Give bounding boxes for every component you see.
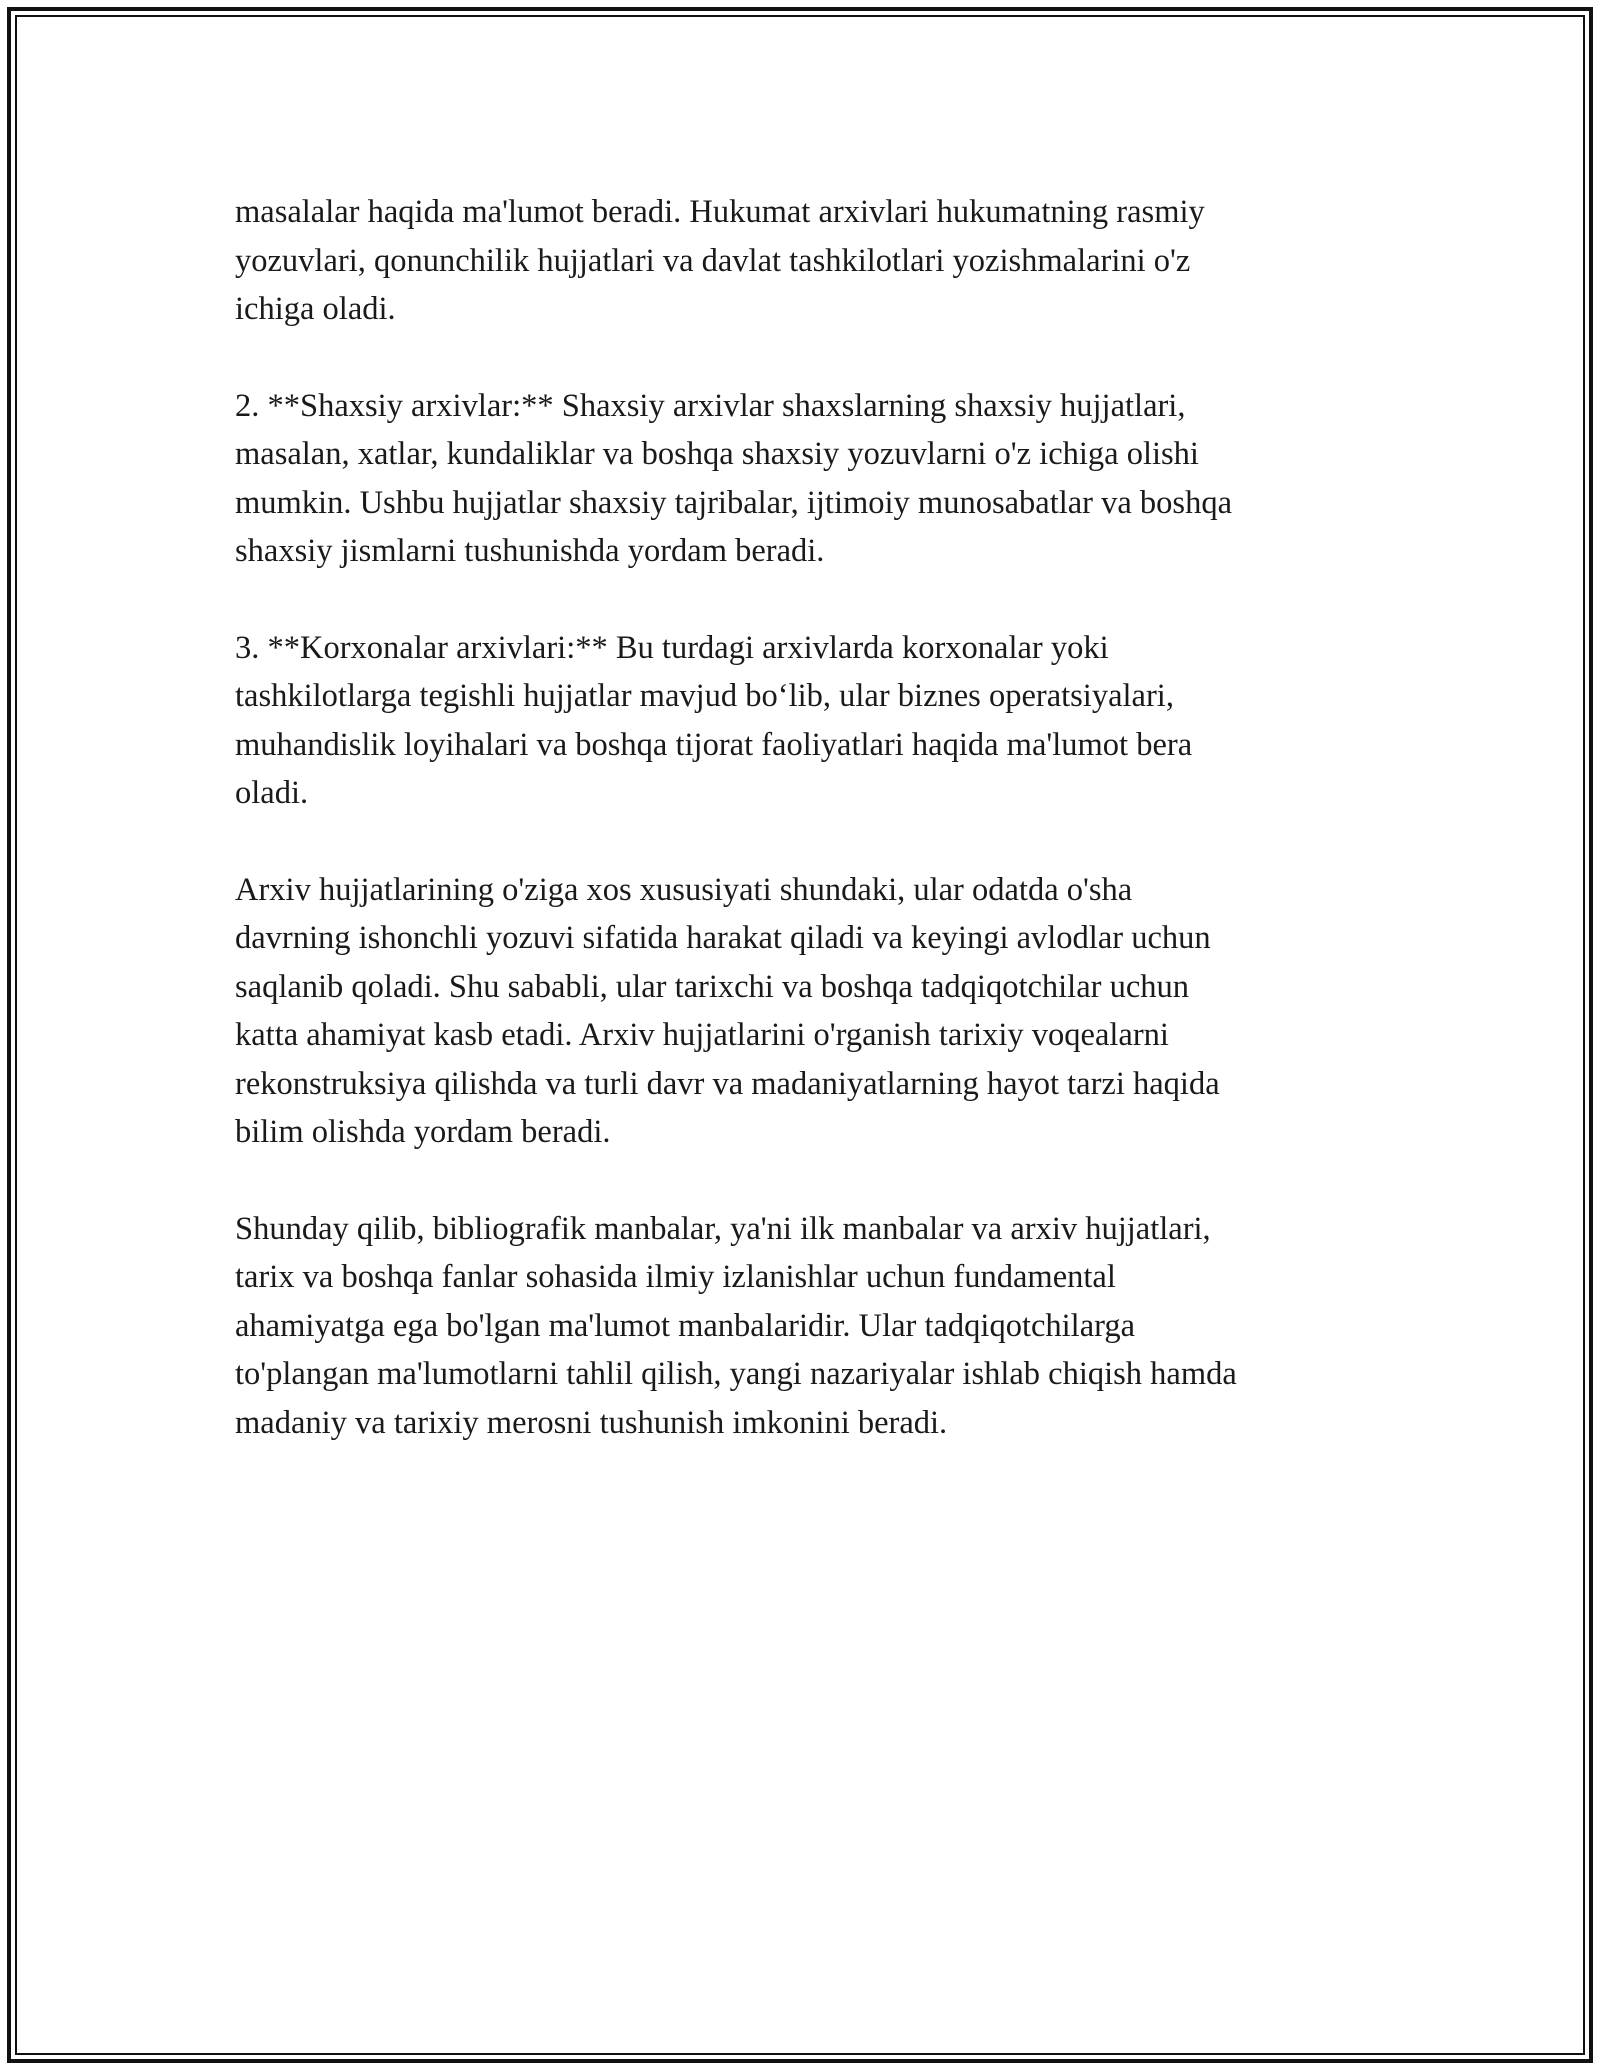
paragraph-enterprise-archives: 3. **Korxonalar arxivlari:** Bu turdagi arxivlarda korxonalar yoki tashkilotlarga tegishli hujjatlar mavjud bo‘lib, ular biznes operatsiyalari, muhandislik loyihalari va boshqa tijorat faoliyatlari haqida ma'lumot bera oladi.: [235, 629, 1193, 811]
paragraph-conclusion: Shunday qilib, bibliografik manbalar, ya'ni ilk manbalar va arxiv hujjatlari, tarix va boshqa fanlar sohasida ilmiy izlanishlar uchun fundamental ahamiyatga ega bo'lgan ma'lumot manbalaridir. Ular tadqiqotchilarga to'plangan ma'lumotlarni tahlil qilish, yangi nazariyalar ishlab chiqish hamda madaniy va tarixiy merosni tushunish imkonini beradi.: [235, 1210, 1237, 1441]
paragraph-government-archives: masalalar haqida ma'lumot beradi. Hukumat arxivlari hukumatning rasmiy yozuvlari, qonunchilik hujjatlari va davlat tashkilotlari yozishmalarini o'z ichiga oladi.: [235, 194, 1205, 327]
document-body: [235, 188, 1375, 1495]
paragraph-archive-features: Arxiv hujjatlarining o'ziga xos xususiyati shundaki, ular odatda o'sha davrning ishonchli yozuvi sifatida harakat qiladi va keyingi avlodlar uchun saqlanib qoladi. Shu sababli, ular tarixchi va boshqa tadqiqotchilar uchun katta ahamiyat kasb etadi. Arxiv hujjatlarini o'rganish tarixiy voqealarni rekonstruksiya qilishda va turli davr va madaniyatlarning hayot tarzi haqida bilim olishda yordam beradi.: [235, 871, 1220, 1150]
paragraph-personal-archives: 2. **Shaxsiy arxivlar:** Shaxsiy arxivlar shaxslarning shaxsiy hujjatlari, masalan, xatlar, kundaliklar va boshqa shaxsiy yozuvlarni o'z ichiga olishi mumkin. Ushbu hujjatlar shaxsiy tajribalar, ijtimoiy munosabatlar va boshqa shaxsiy jismlarni tushunishda yordam beradi.: [235, 387, 1232, 569]
